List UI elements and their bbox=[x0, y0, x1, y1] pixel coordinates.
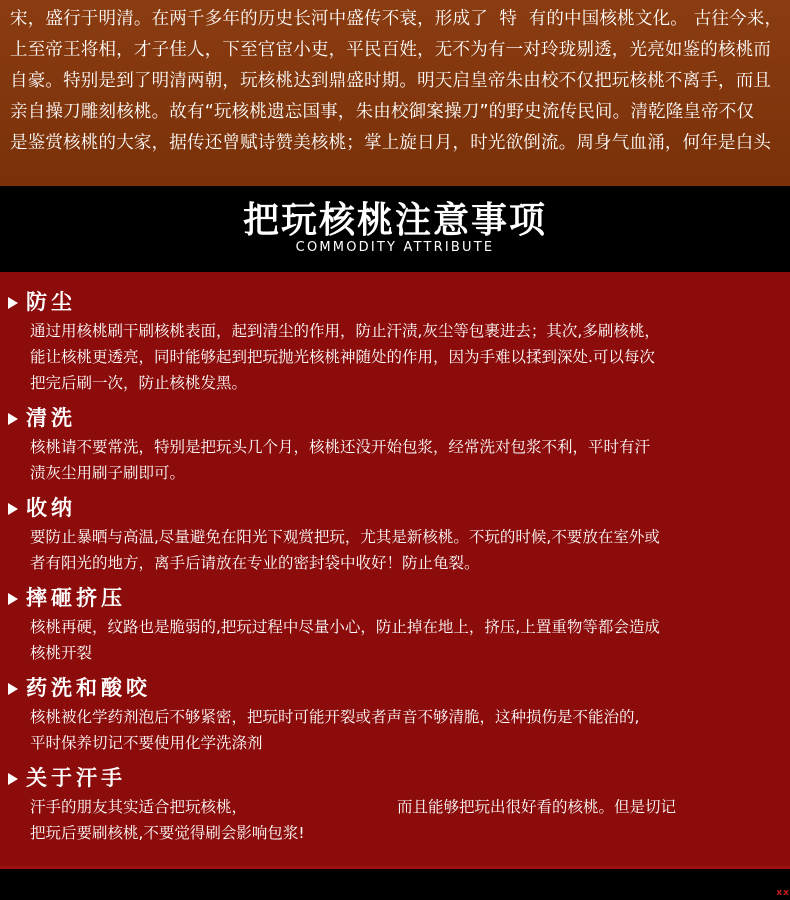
tip-line: 能让核桃更透亮，同时能够起到把玩抛光核桃神随处的作用，因为手难以揉到深处.可以每次 bbox=[30, 348, 655, 366]
tip-dust bbox=[8, 286, 780, 396]
tip-line: 者有阳光的地方，离手后请放在专业的密封袋中收好！防止龟裂。 bbox=[30, 554, 480, 572]
intro-band bbox=[0, 0, 790, 186]
tip-line bbox=[30, 794, 780, 820]
tip-title: 收纳 bbox=[26, 495, 76, 520]
tip-line: 要防止暴晒与高温,尽量避免在阳光下观赏把玩，尤其是新核桃。不玩的时候,不要放在室外或 bbox=[30, 528, 660, 546]
tip-body bbox=[8, 524, 780, 576]
tip-title: 药洗和酸咬 bbox=[26, 675, 151, 700]
tip-heading bbox=[8, 286, 780, 318]
corner-mark: xx bbox=[776, 888, 790, 898]
section-header bbox=[0, 186, 790, 272]
tip-storage bbox=[8, 492, 780, 576]
tip-line: 把玩后要刷核桃,不要觉得刷会影响包浆! bbox=[30, 824, 305, 842]
tip-line: 核桃被化学药剂泡后不够紧密，把玩时可能开裂或者声音不够清脆，这种损伤是不能治的, bbox=[30, 708, 640, 726]
intro-line: 亲自操刀雕刻核桃。故有“玩核桃遗忘国事，朱由校御案操刀”的野史流传民间。清乾隆皇帝不仅 bbox=[10, 102, 755, 122]
tip-body bbox=[8, 318, 780, 396]
tip-title: 清洗 bbox=[26, 405, 76, 430]
triangle-bullet-icon bbox=[8, 297, 18, 309]
tip-line: 核桃再硬，纹路也是脆弱的,把玩过程中尽量小心，防止掉在地上，挤压,上置重物等都会造成 bbox=[30, 618, 660, 636]
tip-chemicals bbox=[8, 672, 780, 756]
tip-impact bbox=[8, 582, 780, 666]
tip-line: 把完后刷一次，防止核桃发黑。 bbox=[30, 374, 248, 392]
intro-line: 自豪。特别是到了明清两朝，玩核桃达到鼎盛时期。明天启皇帝朱由校不仅把玩核桃不离手，而且 bbox=[10, 71, 772, 91]
tip-line-part: 汗手的朋友其实适合把玩核桃， bbox=[30, 798, 248, 816]
tip-heading bbox=[8, 492, 780, 524]
triangle-bullet-icon bbox=[8, 773, 18, 785]
page-title: 把玩核桃注意事项 bbox=[242, 199, 547, 241]
tip-sweaty-hands bbox=[8, 762, 780, 846]
tip-wash bbox=[8, 402, 780, 486]
tip-heading bbox=[8, 402, 780, 434]
care-tips-panel bbox=[0, 272, 790, 868]
tip-title: 防尘 bbox=[26, 289, 76, 314]
tip-body bbox=[8, 434, 780, 486]
triangle-bullet-icon bbox=[8, 413, 18, 425]
tip-line: 核桃请不要常洗，特别是把玩头几个月，核桃还没开始包浆，经常洗对包浆不利，平时有汗 bbox=[30, 438, 651, 456]
tip-heading bbox=[8, 672, 780, 704]
intro-line: 上至帝王将相，才子佳人，下至官宦小吏，平民百姓，无不为有一对玲珑剔透，光亮如鉴的核桃而 bbox=[10, 40, 772, 60]
tip-heading bbox=[8, 762, 780, 794]
tip-line-part: 而且能够把玩出很好看的核桃。但是切记 bbox=[397, 798, 677, 816]
triangle-bullet-icon bbox=[8, 683, 18, 695]
tip-title: 关于汗手 bbox=[26, 765, 126, 790]
page-subtitle: COMMODITY ATTRIBUTE bbox=[295, 240, 495, 255]
tip-body bbox=[8, 614, 780, 666]
tip-body bbox=[8, 794, 780, 846]
divider bbox=[0, 866, 790, 869]
triangle-bullet-icon bbox=[8, 503, 18, 515]
tip-body bbox=[8, 704, 780, 756]
intro-line: 宋，盛行于明清。在两千多年的历史长河中盛传不衰，形成了 特 有的中国核桃文化。 古往今来， bbox=[10, 9, 783, 29]
tip-line: 通过用核桃刷干刷核桃表面，起到清尘的作用，防止汗渍,灰尘等包裹进去；其次,多刷核桃， bbox=[30, 322, 660, 340]
triangle-bullet-icon bbox=[8, 593, 18, 605]
tip-heading bbox=[8, 582, 780, 614]
intro-line: 是鉴赏核桃的大家，据传还曾赋诗赞美核桃；掌上旋日月，时光欲倒流。周身气血涌，何年是白头 bbox=[10, 133, 772, 153]
tip-line: 渍灰尘用刷子刷即可。 bbox=[30, 464, 186, 482]
tip-line: 平时保养切记不要使用化学洗涤剂 bbox=[30, 734, 263, 752]
tip-title: 摔砸挤压 bbox=[26, 585, 126, 610]
tip-line: 核桃开裂 bbox=[30, 644, 93, 662]
